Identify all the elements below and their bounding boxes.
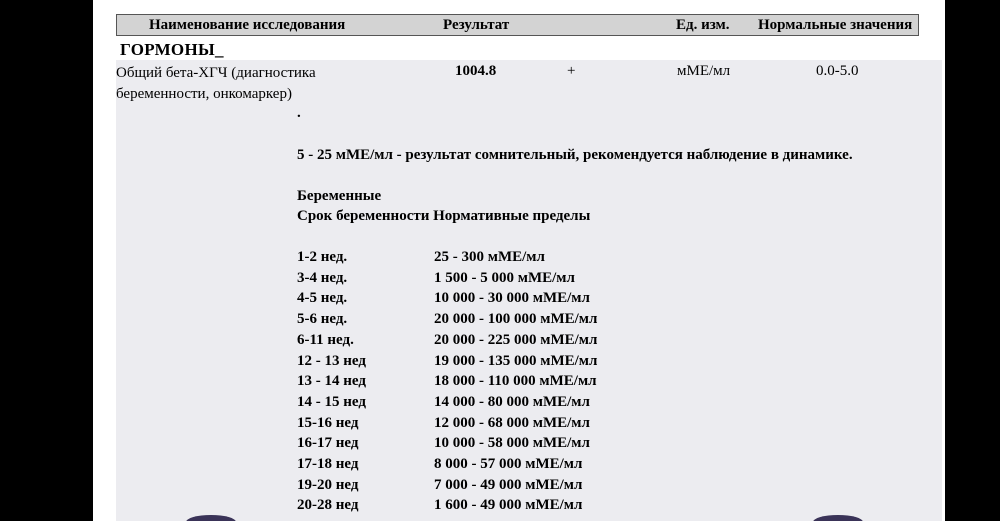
norm-range: 12 000 - 68 000 мМЕ/мл (434, 414, 590, 431)
table-row (297, 456, 817, 476)
table-row (297, 435, 817, 455)
header-test-name: Наименование исследования (149, 17, 346, 33)
norm-range: 20 000 - 225 000 мМЕ/мл (434, 331, 598, 348)
note-dot: . (297, 105, 301, 121)
pregnancy-term: 1-2 нед. (297, 249, 348, 265)
table-row (297, 353, 817, 373)
norm-range: 10 000 - 30 000 мМЕ/мл (434, 290, 590, 307)
norm-range: 10 000 - 58 000 мМЕ/мл (434, 435, 590, 452)
note-doubtful-range: 5 - 25 мМЕ/мл - результат сомнительный, рекомендуется наблюдение в динамике. (297, 147, 853, 163)
pregnancy-term: 12 - 13 нед (297, 352, 366, 369)
pregnancy-term: 4-5 нед. (297, 290, 348, 307)
header-normal-values: Нормальные значения (758, 17, 913, 33)
norm-range: 1 500 - 5 000 мМЕ/мл (434, 269, 575, 286)
table-row (297, 270, 817, 290)
test-result-value: 1004.8 (455, 63, 497, 79)
pregnancy-term: 15-16 нед (297, 414, 359, 431)
norm-range: 19 000 - 135 000 мМЕ/мл (434, 352, 598, 369)
norm-range: 8 000 - 57 000 мМЕ/мл (434, 456, 583, 472)
pregnancy-term: 17-18 нед (297, 456, 359, 472)
table-header (116, 14, 919, 36)
table-row (297, 373, 817, 393)
pregnancy-term: 19-20 нед (297, 476, 359, 493)
test-result-block (116, 60, 942, 521)
norm-range: 20 000 - 100 000 мМЕ/мл (434, 311, 598, 328)
pregnancy-term: 20-28 нед (297, 497, 359, 514)
pregnancy-term: 16-17 нед (297, 435, 359, 452)
test-normal-range: 0.0-5.0 (816, 63, 859, 79)
table-row (297, 311, 817, 331)
table-row (297, 332, 817, 352)
table-row (297, 497, 817, 517)
test-name: Общий бета-ХГЧ (диагностика беременности, онкомаркер) (116, 65, 316, 102)
table-row (297, 415, 817, 435)
pregnancy-term: 3-4 нед. (297, 269, 348, 286)
table-row (297, 290, 817, 310)
section-title: ГОРМОНЫ_ (120, 40, 224, 59)
norm-range: 14 000 - 80 000 мМЕ/мл (434, 393, 590, 410)
norm-range: 1 600 - 49 000 мМЕ/мл (434, 497, 583, 514)
table-row (297, 249, 817, 269)
pregnancy-term: 6-11 нед. (297, 331, 354, 348)
norm-range: 7 000 - 49 000 мМЕ/мл (434, 476, 583, 493)
header-unit: Ед. изм. (676, 17, 730, 33)
note-pregnant-heading: Беременные (297, 188, 382, 204)
note-norms-columns: Срок беременности Нормативные пределы (297, 208, 591, 224)
table-row (297, 394, 817, 414)
header-result: Результат (443, 17, 510, 33)
pregnancy-term: 13 - 14 нед (297, 373, 366, 390)
test-result-flag: + (567, 63, 576, 79)
norm-range: 25 - 300 мМЕ/мл (434, 249, 545, 265)
pregnancy-term: 14 - 15 нед (297, 393, 366, 410)
norm-range: 18 000 - 110 000 мМЕ/мл (434, 373, 597, 390)
table-row (297, 477, 817, 497)
pregnancy-term: 5-6 нед. (297, 311, 348, 328)
test-unit: мМЕ/мл (677, 63, 731, 79)
document-page (93, 0, 945, 521)
